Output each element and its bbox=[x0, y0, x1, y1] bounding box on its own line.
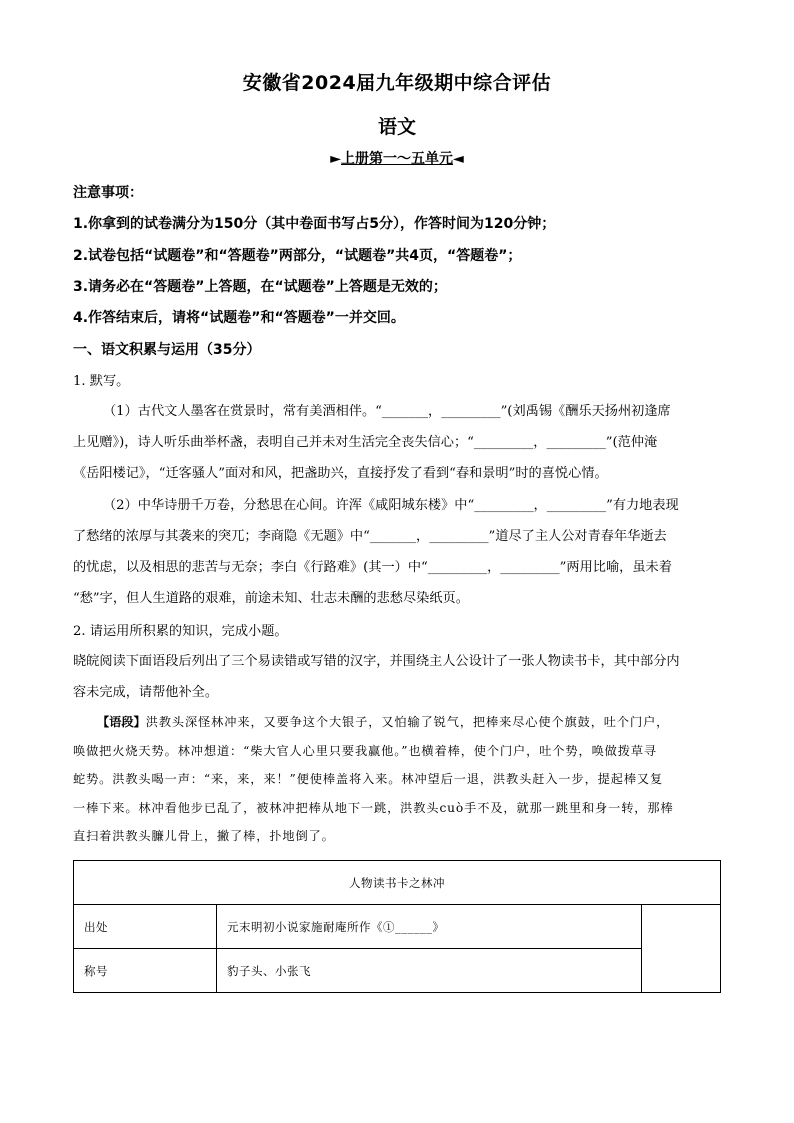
right-triangle-icon: ► bbox=[330, 151, 341, 167]
scope-line bbox=[0, 148, 794, 168]
paragraph-line: 上见赠》)，诗人听乐曲举杯盏，表明自己并未对生活完全丧失信心；“_________，_________”(范仲淹 bbox=[73, 435, 658, 450]
note-item-2: 2.试卷包括“试题卷”和“答题卷”两部分，“试题卷”共4页，“答题卷”； bbox=[73, 248, 522, 264]
card-row-label-title: 称号 bbox=[74, 949, 217, 993]
scope-text: 上册第一～五单元 bbox=[341, 151, 453, 167]
note-item-1: 1.你拿到的试卷满分为150分（其中卷面书写占5分），作答时间为120分钟； bbox=[73, 216, 556, 232]
paragraph-line: 容未完成，请帮他补全。 bbox=[73, 685, 219, 700]
left-triangle-icon: ◄ bbox=[453, 151, 464, 167]
question-1-part-2 bbox=[73, 490, 723, 614]
passage-line: 蛇势。洪教头喝一声：“来，来，来！”便使棒盖将入来。林冲望后一退，洪教头赶入一步，提起棒又复 bbox=[73, 772, 664, 786]
card-side-cell bbox=[642, 905, 721, 993]
section-heading: 一、语文积累与运用（35分） bbox=[73, 342, 261, 358]
exam-title: 安徽省2024届九年级期中综合评估 bbox=[242, 72, 552, 94]
passage-line: 一棒下来。林冲看他步已乱了，被林冲把棒从地下一跳，洪教头cuò手不及，就那一跳里和身一转，那棒 bbox=[73, 800, 674, 815]
question-2-label: 2. 请运用所积累的知识，完成小题。 bbox=[73, 624, 288, 639]
note-item-3: 3.请务必在“答题卷”上答题，在“试题卷”上答题是无效的； bbox=[73, 279, 447, 295]
paragraph-line: 的忧虑，以及相思的悲苦与无奈；李白《行路难》(其一）中“_________，_________”两用比喻，虽未着 bbox=[73, 560, 672, 575]
passage bbox=[73, 708, 723, 851]
paragraph-line: “愁”字，但人生道路的艰难，前途未知、壮志未酬的悲愁尽染纸页。 bbox=[73, 591, 469, 606]
card-row-value-source[interactable]: 元末明初小说家施耐庵所作《①______》 bbox=[217, 905, 642, 949]
character-reading-card bbox=[73, 860, 721, 993]
paragraph-line: 了愁绪的浓厚与其袭来的突兀；李商隐《无题》中“_______，_________”道尽了主人公对青春年华逝去 bbox=[73, 529, 667, 544]
passage-label: 【语段】 bbox=[97, 715, 146, 729]
passage-line-1: 【语段】洪教头深怪林冲来，又要争这个大银子，又怕输了锐气，把棒来尽心使个旗鼓，吐个门户， bbox=[97, 715, 670, 729]
note-item-4: 4.作答结束后，请将“试题卷”和“答题卷”一并交回。 bbox=[73, 310, 405, 326]
question-1-label: 1. 默写。 bbox=[73, 374, 130, 389]
notes-heading: 注意事项： bbox=[73, 185, 143, 201]
card-row-value-title: 豹子头、小张飞 bbox=[217, 949, 642, 993]
subject-title: 语文 bbox=[377, 116, 416, 138]
paragraph-line: 《岳阳楼记》，“迁客骚人”面对和风，把盏助兴，直接抒发了看到“春和景明”时的喜悦心情。 bbox=[73, 466, 608, 481]
card-title: 人物读书卡之林冲 bbox=[74, 861, 721, 905]
passage-line: 直扫着洪教头臁儿骨上，撇了棒，扑地倒了。 bbox=[73, 829, 335, 843]
card-row-label-source: 出处 bbox=[74, 905, 217, 949]
question-2-intro bbox=[73, 646, 723, 708]
passage-line: 唤做把火烧天势。林冲想道：“柴大官人心里只要我赢他。”也横着棒，使个门户，吐个势，唤做拨草寻 bbox=[73, 743, 658, 758]
question-1-part-1 bbox=[73, 396, 723, 489]
paragraph-line: （1）古代文人墨客在赏景时，常有美酒相伴。“_______，_________”(刘禹锡《酬乐天扬州初逢席 bbox=[103, 404, 671, 419]
paragraph-line: 晓皖阅读下面语段后列出了三个易读错或写错的汉字，并围绕主人公设计了一张人物读书卡，其中部分内 bbox=[73, 654, 680, 669]
paragraph-line: （2）中华诗册千万卷，分愁思在心间。许浑《咸阳城东楼》中“_________，_________”有力地表现 bbox=[103, 498, 679, 513]
